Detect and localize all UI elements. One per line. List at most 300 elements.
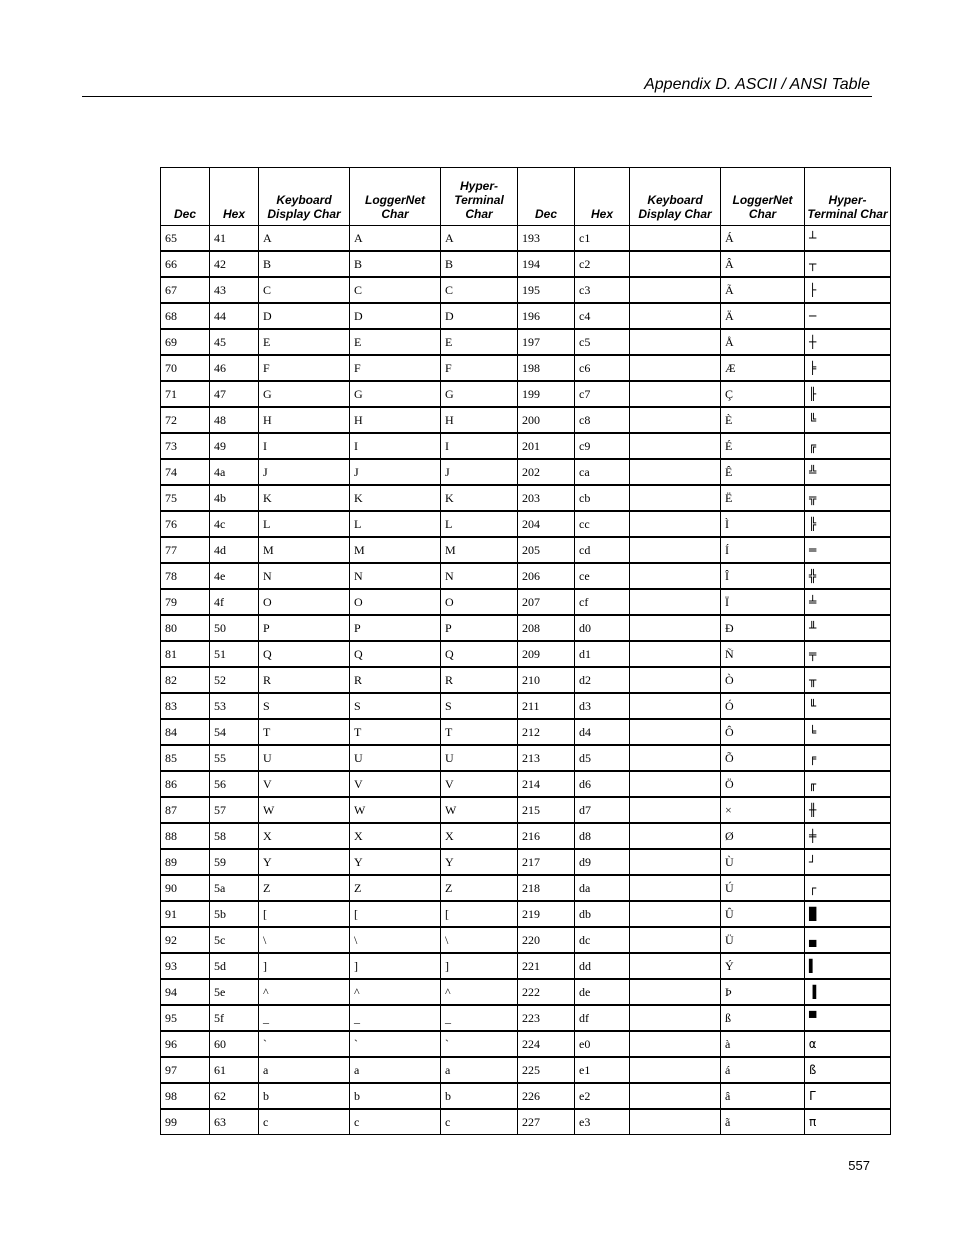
- table-cell: Z: [350, 875, 441, 901]
- table-cell: Q: [259, 641, 350, 667]
- table-cell: 203: [518, 485, 575, 511]
- table-cell: 4c: [210, 511, 259, 537]
- table-cell: E: [441, 329, 518, 355]
- table-cell: 49: [210, 433, 259, 459]
- table-cell: [630, 745, 721, 771]
- table-cell: Ì: [721, 511, 805, 537]
- table-cell: [630, 1005, 721, 1031]
- table-cell: ═: [805, 537, 891, 563]
- table-cell: Ñ: [721, 641, 805, 667]
- table-cell: H: [441, 407, 518, 433]
- table-cell: S: [259, 693, 350, 719]
- table-cell: `: [259, 1031, 350, 1057]
- table-cell: V: [441, 771, 518, 797]
- table-row: [161, 511, 891, 537]
- table-cell: Ë: [721, 485, 805, 511]
- table-cell: 207: [518, 589, 575, 615]
- table-cell: cc: [575, 511, 630, 537]
- table-cell: Ü: [721, 927, 805, 953]
- table-cell: 212: [518, 719, 575, 745]
- table-row: [161, 277, 891, 303]
- table-cell: Ú: [721, 875, 805, 901]
- table-row: [161, 303, 891, 329]
- table-cell: ╔: [805, 433, 891, 459]
- table-cell: 82: [161, 667, 210, 693]
- table-cell: [630, 433, 721, 459]
- table-cell: ^: [259, 979, 350, 1005]
- table-cell: Á: [721, 226, 805, 252]
- header-rule: [82, 96, 872, 97]
- table-row: [161, 953, 891, 979]
- table-cell: de: [575, 979, 630, 1005]
- table-cell: I: [259, 433, 350, 459]
- table-cell: α: [805, 1031, 891, 1057]
- table-cell: 208: [518, 615, 575, 641]
- table-cell: 87: [161, 797, 210, 823]
- table-cell: ┴: [805, 226, 891, 252]
- table-cell: Ö: [721, 771, 805, 797]
- table-row: [161, 1005, 891, 1031]
- table-cell: ca: [575, 459, 630, 485]
- table-cell: V: [259, 771, 350, 797]
- table-cell: 46: [210, 355, 259, 381]
- table-cell: 90: [161, 875, 210, 901]
- table-cell: [630, 1083, 721, 1109]
- table-header-row: [161, 168, 891, 226]
- table-cell: 85: [161, 745, 210, 771]
- table-cell: Ò: [721, 667, 805, 693]
- table-row: [161, 537, 891, 563]
- table-cell: W: [259, 797, 350, 823]
- table-cell: 226: [518, 1083, 575, 1109]
- table-cell: d6: [575, 771, 630, 797]
- table-cell: J: [350, 459, 441, 485]
- table-cell: A: [441, 226, 518, 252]
- table-cell: 55: [210, 745, 259, 771]
- table-row: [161, 797, 891, 823]
- table-cell: B: [441, 251, 518, 277]
- table-cell: 62: [210, 1083, 259, 1109]
- table-cell: ╥: [805, 667, 891, 693]
- table-cell: Ù: [721, 849, 805, 875]
- table-cell: 206: [518, 563, 575, 589]
- table-cell: 5f: [210, 1005, 259, 1031]
- table-row: [161, 459, 891, 485]
- table-cell: I: [350, 433, 441, 459]
- table-cell: á: [721, 1057, 805, 1083]
- table-cell: [630, 381, 721, 407]
- table-row: [161, 329, 891, 355]
- table-cell: Y: [259, 849, 350, 875]
- table-cell: ╧: [805, 589, 891, 615]
- table-cell: ╚: [805, 407, 891, 433]
- table-cell: _: [350, 1005, 441, 1031]
- table-cell: 5a: [210, 875, 259, 901]
- table-cell: N: [350, 563, 441, 589]
- table-cell: Æ: [721, 355, 805, 381]
- table-cell: B: [350, 251, 441, 277]
- table-cell: [630, 303, 721, 329]
- table-cell: d9: [575, 849, 630, 875]
- table-cell: Q: [441, 641, 518, 667]
- table-cell: Ô: [721, 719, 805, 745]
- column-header: Keyboard Display Char: [259, 168, 350, 226]
- table-cell: V: [350, 771, 441, 797]
- table-cell: 217: [518, 849, 575, 875]
- table-cell: a: [441, 1057, 518, 1083]
- table-cell: G: [259, 381, 350, 407]
- table-cell: 77: [161, 537, 210, 563]
- table-cell: c: [441, 1109, 518, 1135]
- table-cell: ╩: [805, 459, 891, 485]
- table-cell: π: [805, 1109, 891, 1135]
- table-cell: [630, 693, 721, 719]
- table-cell: 61: [210, 1057, 259, 1083]
- table-cell: 223: [518, 1005, 575, 1031]
- table-cell: 201: [518, 433, 575, 459]
- table-cell: C: [350, 277, 441, 303]
- table-cell: 202: [518, 459, 575, 485]
- table-cell: 69: [161, 329, 210, 355]
- column-header: Keyboard Display Char: [630, 168, 721, 226]
- table-cell: c8: [575, 407, 630, 433]
- table-cell: [630, 485, 721, 511]
- table-cell: Ý: [721, 953, 805, 979]
- table-cell: cf: [575, 589, 630, 615]
- table-cell: 197: [518, 329, 575, 355]
- table-cell: A: [350, 226, 441, 252]
- table-row: [161, 615, 891, 641]
- table-cell: ß: [805, 1057, 891, 1083]
- table-cell: ╦: [805, 485, 891, 511]
- table-cell: 194: [518, 251, 575, 277]
- table-cell: Ê: [721, 459, 805, 485]
- table-row: [161, 875, 891, 901]
- table-row: [161, 719, 891, 745]
- table-cell: c3: [575, 277, 630, 303]
- table-cell: 56: [210, 771, 259, 797]
- table-cell: X: [259, 823, 350, 849]
- table-cell: 5d: [210, 953, 259, 979]
- table-cell: L: [350, 511, 441, 537]
- page-number: 557: [848, 1158, 870, 1173]
- table-row: [161, 1083, 891, 1109]
- column-header: Dec: [518, 168, 575, 226]
- table-cell: 86: [161, 771, 210, 797]
- table-cell: \: [441, 927, 518, 953]
- table-cell: 76: [161, 511, 210, 537]
- table-cell: 213: [518, 745, 575, 771]
- table-cell: c6: [575, 355, 630, 381]
- table-cell: 94: [161, 979, 210, 1005]
- table-cell: ╬: [805, 563, 891, 589]
- table-cell: Ã: [721, 277, 805, 303]
- table-cell: 96: [161, 1031, 210, 1057]
- table-cell: Â: [721, 251, 805, 277]
- column-header: Hyper- Terminal Char: [441, 168, 518, 226]
- table-cell: E: [350, 329, 441, 355]
- table-cell: Û: [721, 901, 805, 927]
- table-cell: 65: [161, 226, 210, 252]
- table-row: [161, 1031, 891, 1057]
- table-cell: da: [575, 875, 630, 901]
- table-cell: [630, 459, 721, 485]
- table-cell: [630, 511, 721, 537]
- table-cell: 95: [161, 1005, 210, 1031]
- table-cell: È: [721, 407, 805, 433]
- table-row: [161, 901, 891, 927]
- table-cell: d3: [575, 693, 630, 719]
- table-cell: [630, 823, 721, 849]
- table-cell: Ó: [721, 693, 805, 719]
- table-cell: d8: [575, 823, 630, 849]
- table-cell: ×: [721, 797, 805, 823]
- table-cell: 51: [210, 641, 259, 667]
- table-cell: 93: [161, 953, 210, 979]
- table-cell: `: [350, 1031, 441, 1057]
- table-cell: É: [721, 433, 805, 459]
- table-cell: 80: [161, 615, 210, 641]
- table-cell: 52: [210, 667, 259, 693]
- table-cell: c4: [575, 303, 630, 329]
- table-cell: F: [441, 355, 518, 381]
- table-cell: 59: [210, 849, 259, 875]
- table-cell: M: [441, 537, 518, 563]
- table-cell: [630, 927, 721, 953]
- table-cell: S: [350, 693, 441, 719]
- table-row: [161, 563, 891, 589]
- table-cell: c9: [575, 433, 630, 459]
- table-cell: ]: [259, 953, 350, 979]
- table-cell: d7: [575, 797, 630, 823]
- table-cell: 198: [518, 355, 575, 381]
- table-cell: ╘: [805, 719, 891, 745]
- table-cell: cd: [575, 537, 630, 563]
- table-cell: 5e: [210, 979, 259, 1005]
- table-row: [161, 745, 891, 771]
- table-cell: 204: [518, 511, 575, 537]
- table-cell: P: [350, 615, 441, 641]
- table-cell: c: [259, 1109, 350, 1135]
- table-cell: b: [441, 1083, 518, 1109]
- table-cell: 193: [518, 226, 575, 252]
- table-cell: ▐: [805, 979, 891, 1005]
- table-cell: ├: [805, 277, 891, 303]
- table-cell: 58: [210, 823, 259, 849]
- table-cell: b: [350, 1083, 441, 1109]
- table-row: [161, 226, 891, 252]
- table-cell: R: [350, 667, 441, 693]
- table-cell: 210: [518, 667, 575, 693]
- table-cell: Õ: [721, 745, 805, 771]
- table-cell: d5: [575, 745, 630, 771]
- table-cell: S: [441, 693, 518, 719]
- table-cell: [630, 563, 721, 589]
- table-cell: `: [441, 1031, 518, 1057]
- table-cell: [630, 1057, 721, 1083]
- table-cell: [: [441, 901, 518, 927]
- table-cell: ^: [350, 979, 441, 1005]
- table-cell: e0: [575, 1031, 630, 1057]
- table-cell: ╙: [805, 693, 891, 719]
- table-cell: 225: [518, 1057, 575, 1083]
- table-cell: c7: [575, 381, 630, 407]
- table-cell: 4f: [210, 589, 259, 615]
- table-cell: [630, 226, 721, 252]
- table-cell: B: [259, 251, 350, 277]
- table-cell: [630, 771, 721, 797]
- table-cell: [: [259, 901, 350, 927]
- table-cell: [630, 537, 721, 563]
- table-cell: ┼: [805, 329, 891, 355]
- table-cell: a: [350, 1057, 441, 1083]
- table-row: [161, 485, 891, 511]
- table-cell: X: [350, 823, 441, 849]
- table-cell: J: [259, 459, 350, 485]
- table-cell: H: [259, 407, 350, 433]
- table-body: [161, 226, 891, 1135]
- table-cell: Ï: [721, 589, 805, 615]
- table-cell: Þ: [721, 979, 805, 1005]
- table-cell: [630, 251, 721, 277]
- table-cell: A: [259, 226, 350, 252]
- table-cell: 199: [518, 381, 575, 407]
- table-cell: O: [441, 589, 518, 615]
- table-cell: U: [259, 745, 350, 771]
- table-cell: F: [350, 355, 441, 381]
- table-cell: _: [259, 1005, 350, 1031]
- table-cell: a: [259, 1057, 350, 1083]
- table-cell: F: [259, 355, 350, 381]
- table-cell: 4a: [210, 459, 259, 485]
- table-cell: ┘: [805, 849, 891, 875]
- table-cell: ┌: [805, 875, 891, 901]
- table-row: [161, 381, 891, 407]
- table-cell: E: [259, 329, 350, 355]
- table-cell: H: [350, 407, 441, 433]
- table-cell: [630, 615, 721, 641]
- table-cell: 66: [161, 251, 210, 277]
- table-cell: d4: [575, 719, 630, 745]
- table-cell: 195: [518, 277, 575, 303]
- table-cell: cb: [575, 485, 630, 511]
- table-cell: D: [441, 303, 518, 329]
- table-cell: 44: [210, 303, 259, 329]
- table-cell: 216: [518, 823, 575, 849]
- table-cell: [630, 589, 721, 615]
- table-cell: dc: [575, 927, 630, 953]
- table-cell: 84: [161, 719, 210, 745]
- table-cell: U: [441, 745, 518, 771]
- table-cell: ]: [350, 953, 441, 979]
- table-cell: [630, 979, 721, 1005]
- table-cell: [630, 355, 721, 381]
- table-cell: 97: [161, 1057, 210, 1083]
- table-cell: ╨: [805, 615, 891, 641]
- table-cell: 5c: [210, 927, 259, 953]
- table-cell: ã: [721, 1109, 805, 1135]
- table-cell: _: [441, 1005, 518, 1031]
- table-cell: 63: [210, 1109, 259, 1135]
- table-cell: Z: [259, 875, 350, 901]
- table-cell: \: [259, 927, 350, 953]
- table-cell: [630, 641, 721, 667]
- table-cell: ce: [575, 563, 630, 589]
- table-cell: 88: [161, 823, 210, 849]
- table-cell: 222: [518, 979, 575, 1005]
- table-cell: ╞: [805, 355, 891, 381]
- table-cell: 50: [210, 615, 259, 641]
- table-cell: 221: [518, 953, 575, 979]
- table-cell: [630, 407, 721, 433]
- table-cell: d0: [575, 615, 630, 641]
- table-cell: 200: [518, 407, 575, 433]
- table-cell: c2: [575, 251, 630, 277]
- table-cell: 45: [210, 329, 259, 355]
- page-header-title: Appendix D. ASCII / ANSI Table: [644, 76, 870, 93]
- table-cell: Ø: [721, 823, 805, 849]
- table-cell: 53: [210, 693, 259, 719]
- table-cell: ▌: [805, 953, 891, 979]
- table-cell: P: [441, 615, 518, 641]
- table-cell: Í: [721, 537, 805, 563]
- column-header: LoggerNet Char: [721, 168, 805, 226]
- table-cell: D: [259, 303, 350, 329]
- table-cell: 219: [518, 901, 575, 927]
- table-cell: c1: [575, 226, 630, 252]
- table-cell: 41: [210, 226, 259, 252]
- table-cell: █: [805, 901, 891, 927]
- table-cell: P: [259, 615, 350, 641]
- table-cell: 227: [518, 1109, 575, 1135]
- table-cell: [630, 875, 721, 901]
- table-cell: [630, 1109, 721, 1135]
- table-cell: \: [350, 927, 441, 953]
- table-cell: 42: [210, 251, 259, 277]
- table-cell: [630, 277, 721, 303]
- table-row: [161, 1109, 891, 1135]
- table-cell: N: [441, 563, 518, 589]
- table-cell: 79: [161, 589, 210, 615]
- table-cell: ╟: [805, 381, 891, 407]
- table-cell: 209: [518, 641, 575, 667]
- table-cell: [630, 849, 721, 875]
- table-cell: 98: [161, 1083, 210, 1109]
- table-cell: 205: [518, 537, 575, 563]
- table-cell: G: [350, 381, 441, 407]
- table-cell: ─: [805, 303, 891, 329]
- table-cell: 211: [518, 693, 575, 719]
- table-cell: O: [350, 589, 441, 615]
- column-header: LoggerNet Char: [350, 168, 441, 226]
- table-cell: Y: [350, 849, 441, 875]
- table-cell: e2: [575, 1083, 630, 1109]
- table-cell: d2: [575, 667, 630, 693]
- table-cell: Q: [350, 641, 441, 667]
- table-cell: ^: [441, 979, 518, 1005]
- table-row: [161, 589, 891, 615]
- table-cell: 5b: [210, 901, 259, 927]
- table-cell: db: [575, 901, 630, 927]
- column-header: Hex: [575, 168, 630, 226]
- table-cell: 72: [161, 407, 210, 433]
- table-cell: 196: [518, 303, 575, 329]
- table-cell: 4d: [210, 537, 259, 563]
- table-cell: 215: [518, 797, 575, 823]
- table-cell: ß: [721, 1005, 805, 1031]
- table-cell: 91: [161, 901, 210, 927]
- table-cell: 81: [161, 641, 210, 667]
